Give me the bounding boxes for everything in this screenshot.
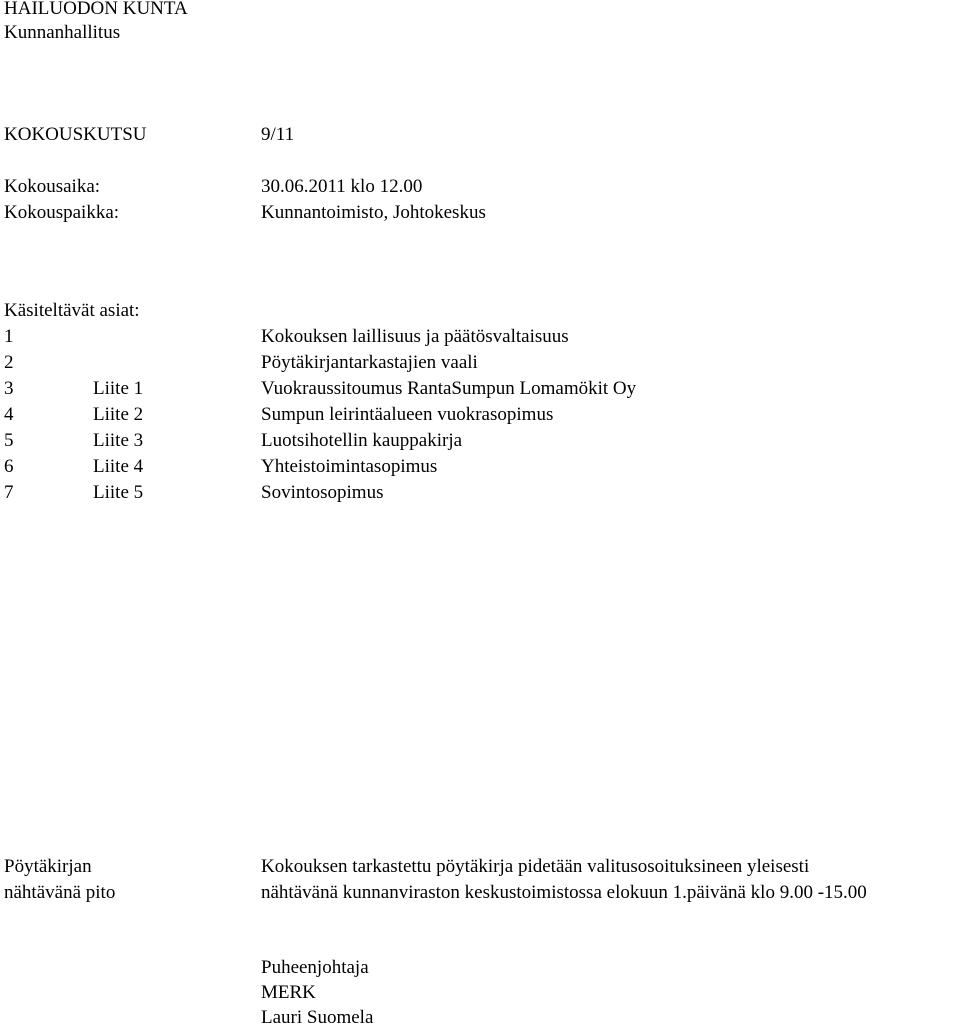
agenda-item-subject: Pöytäkirjantarkastajien vaali — [261, 352, 478, 373]
organization-body: Kunnanhallitus — [4, 22, 121, 43]
meeting-number: 9/11 — [261, 124, 295, 145]
agenda-item-subject: Luotsihotellin kauppakirja — [261, 430, 463, 451]
agenda-item-attachment: Liite 2 — [93, 404, 144, 425]
agenda-item-attachment: Liite 4 — [93, 456, 144, 477]
agenda-item-number: 4 — [4, 404, 14, 425]
agenda-item — [0, 324, 960, 350]
minutes-label-line2: nähtävänä pito — [4, 882, 116, 903]
agenda-heading: Käsiteltävät asiat: — [4, 300, 140, 321]
agenda-list — [0, 324, 960, 506]
organization-name: HAILUODON KUNTA — [4, 0, 188, 19]
signature-role: Puheenjohtaja — [261, 957, 369, 978]
signature-mark: MERK — [261, 982, 316, 1003]
minutes-text-line1: Kokouksen tarkastettu pöytäkirja pidetään valitusosoituksineen yleisesti — [261, 856, 810, 877]
agenda-item — [0, 376, 960, 402]
agenda-item-attachment: Liite 3 — [93, 430, 144, 451]
signature-name: Lauri Suomela — [261, 1007, 374, 1028]
agenda-item-number: 7 — [4, 482, 14, 503]
agenda-item-subject: Sumpun leirintäalueen vuokrasopimus — [261, 404, 554, 425]
meeting-time-value: 30.06.2011 klo 12.00 — [261, 176, 423, 197]
agenda-item-subject: Yhteistoimintasopimus — [261, 456, 438, 477]
agenda-item — [0, 350, 960, 376]
agenda-item — [0, 480, 960, 506]
minutes-text-line2: nähtävänä kunnanviraston keskustoimistossa elokuun 1.päivänä klo 9.00 -15.00 — [261, 882, 867, 903]
agenda-item — [0, 402, 960, 428]
agenda-item-number: 2 — [4, 352, 14, 373]
agenda-item — [0, 428, 960, 454]
meeting-place-value: Kunnantoimisto, Johtokeskus — [261, 202, 486, 223]
agenda-item-subject: Vuokraussitoumus RantaSumpun Lomamökit Oy — [261, 378, 637, 399]
agenda-item-number: 1 — [4, 326, 14, 347]
agenda-item-attachment: Liite 1 — [93, 378, 144, 399]
agenda-item-attachment: Liite 5 — [93, 482, 144, 503]
minutes-label-line1: Pöytäkirjan — [4, 856, 92, 877]
meeting-place-label: Kokouspaikka: — [4, 202, 120, 223]
agenda-item-number: 3 — [4, 378, 14, 399]
agenda-item-number: 5 — [4, 430, 14, 451]
agenda-item-number: 6 — [4, 456, 14, 477]
document-title: KOKOUSKUTSU — [4, 124, 147, 145]
agenda-item — [0, 454, 960, 480]
meeting-time-label: Kokousaika: — [4, 176, 101, 197]
agenda-item-subject: Kokouksen laillisuus ja päätösvaltaisuus — [261, 326, 569, 347]
agenda-item-subject: Sovintosopimus — [261, 482, 384, 503]
